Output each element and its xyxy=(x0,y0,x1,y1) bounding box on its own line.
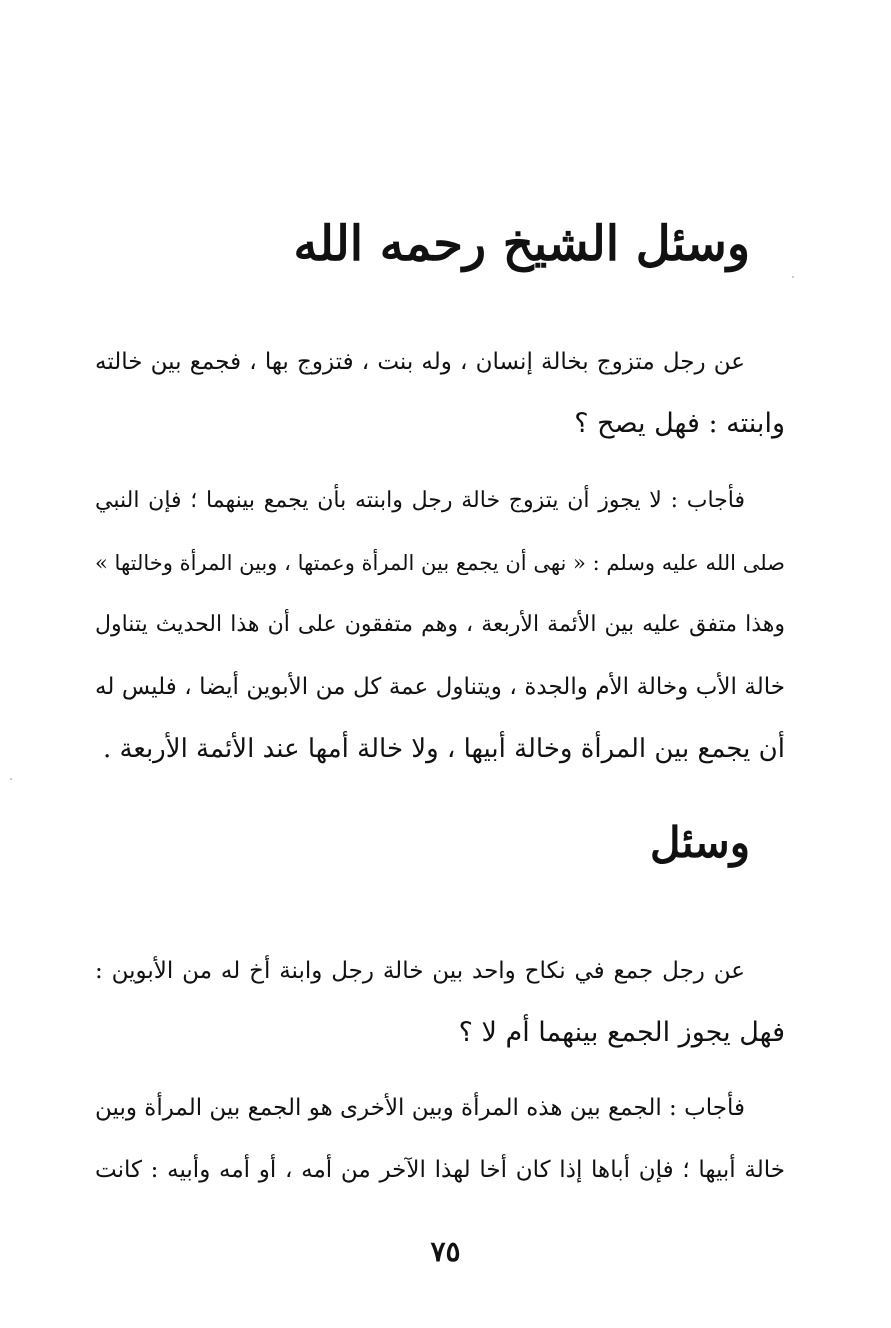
question-paragraph xyxy=(95,331,785,455)
paper-speck xyxy=(10,778,12,780)
page-number: ٧٥ xyxy=(430,1235,461,1268)
text-line: وابنته : فهل يصح ؟ xyxy=(574,408,785,439)
text-line: فهل يجوز الجمع بينهما أم لا ؟ xyxy=(458,1017,785,1048)
section-heading: وسئل الشيخ رحمه الله xyxy=(293,216,750,272)
answer-paragraph xyxy=(95,470,785,780)
text-line: عن رجل جمع في نكاح واحد بين خالة رجل وابنة أخ له من الأبوين : xyxy=(95,958,745,984)
text-line: صلى الله عليه وسلم : « نهى أن يجمع بين المرأة وعمتها ، وبين المرأة وخالتها » xyxy=(95,551,785,575)
text-line: أن يجمع بين المرأة وخالة أبيها ، ولا خالة أمها عند الأئمة الأربعة . xyxy=(102,734,785,764)
text-line: خالة الأب وخالة الأم والجدة ، ويتناول عمة كل من الأبوين أيضا ، فليس له xyxy=(95,674,785,700)
section-heading: وسئل xyxy=(650,818,750,867)
text-line: فأجاب : لا يجوز أن يتزوج خالة رجل وابنته بأن يجمع بينهما ؛ فإن النبي xyxy=(95,488,745,513)
text-line: فأجاب : الجمع بين هذه المرأة وبين الأخرى هو الجمع بين المرأة وبين xyxy=(95,1095,745,1121)
answer-paragraph xyxy=(95,1077,785,1201)
text-line: وهذا متفق عليه بين الأئمة الأربعة ، وهم متفقون على أن هذا الحديث يتناول xyxy=(95,612,785,637)
paper-speck xyxy=(792,276,794,278)
text-line: عن رجل متزوج بخالة إنسان ، وله بنت ، فتزوج بها ، فجمع بين خالته xyxy=(95,349,745,375)
text-line: خالة أبيها ؛ فإن أباها إذا كان أخا لهذا الآخر من أمه ، أو أمه وأبيه : كانت xyxy=(95,1157,785,1183)
question-paragraph xyxy=(95,940,785,1064)
